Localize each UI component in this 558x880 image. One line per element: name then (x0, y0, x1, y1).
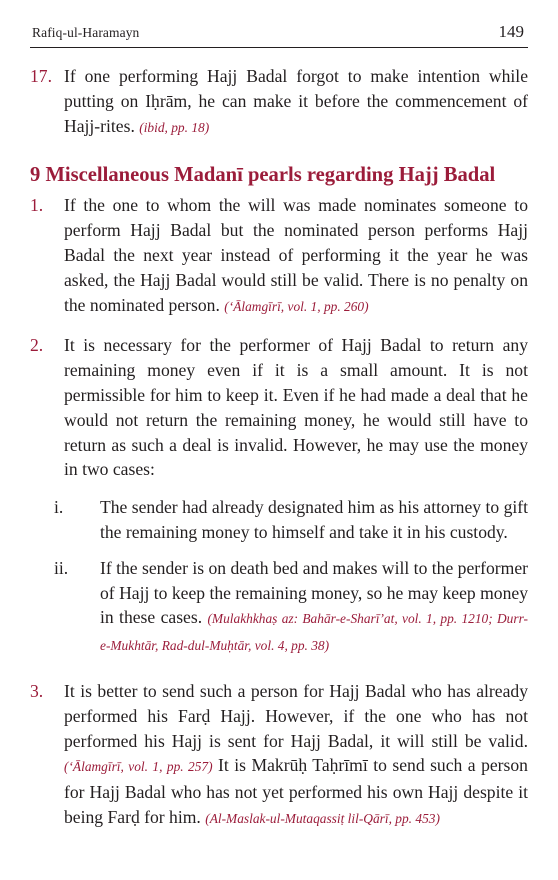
list-item-1 (30, 193, 528, 319)
item-number: 17. (30, 66, 52, 86)
sub-item-i (30, 495, 528, 545)
sub-item-body: If the sender is on death bed and makes will to the performer of Hajj to keep the remaining money, so he may keep money in these cases. (100, 557, 528, 628)
page-content (30, 64, 528, 832)
sub-item-text (100, 556, 528, 659)
item-text (64, 333, 528, 482)
item-text (64, 64, 528, 140)
citation: (‘Ālamgīrī, vol. 1, pp. 260) (224, 298, 369, 314)
sub-item-number: ii. (54, 557, 69, 578)
citation: (‘Ālamgīrī, vol. 1, pp. 257) (64, 759, 213, 775)
sub-item-ii (30, 556, 528, 659)
list-item-2 (30, 333, 528, 482)
section-heading: 9 Miscellaneous Madanī pearls regarding Hajj Badal (30, 164, 496, 187)
item-number: 2. (30, 335, 44, 356)
item-body-continued: It is Makrūḥ Taḥrīmī to send such a person for Hajj Badal who has not yet performed his own Hajj despite it being Farḍ for him. (64, 755, 528, 827)
item-body: If the one to whom the will was made nominates someone to perform Hajj Badal but the nominated person performs Hajj Badal the next year instead of performing it the year he was asked, the Hajj Badal would still be valid. There is no penalty on the nominated person. (64, 195, 528, 315)
header-divider (30, 47, 528, 48)
list-item-3 (30, 679, 528, 832)
citation: (Mulakhkhaṣ az: Bahār-e-Sharī’at, vol. 1, pp. 1210; Durr-e-Mukhtār, Rad-dul-Muḥtār, vol. 4, pp. 38) (100, 611, 528, 654)
item-number: 3. (30, 680, 44, 701)
item-body: It is necessary for the performer of Hajj Badal to return any remaining money even if it is a small amount. It is not permissible for him to keep it. Even if he had made a deal that he would not return the remaining money, he would still have to return as such a deal is invalid. However, he may use the money in two cases: (64, 335, 528, 480)
list-item-17 (30, 64, 528, 140)
book-title: Rafiq-ul-Haramayn (32, 25, 140, 40)
item-body: It is better to send such a person for Hajj Badal who has already performed his Farḍ Hajj. However, if the one who has not performed his Hajj is sent for Hajj Badal, it will still be valid. (64, 680, 528, 751)
item-text (64, 193, 528, 319)
item-body: If one performing Hajj Badal forgot to make intention while putting on Iḥrām, he can make it before the commencement of Hajj-rites. (64, 66, 528, 136)
running-header (32, 22, 524, 44)
citation: (Al-Maslak-ul-Mutaqassiṭ lil-Qārī, pp. 453) (205, 810, 440, 826)
item-number: 1. (30, 195, 44, 216)
sub-item-number: i. (54, 497, 64, 518)
page-number: 149 (498, 22, 524, 41)
sub-item-text: The sender had already designated him as his attorney to gift the remaining money to himself and take it in his custody. (100, 497, 528, 542)
item-text (64, 679, 528, 832)
citation: (ibid, pp. 18) (139, 119, 210, 135)
